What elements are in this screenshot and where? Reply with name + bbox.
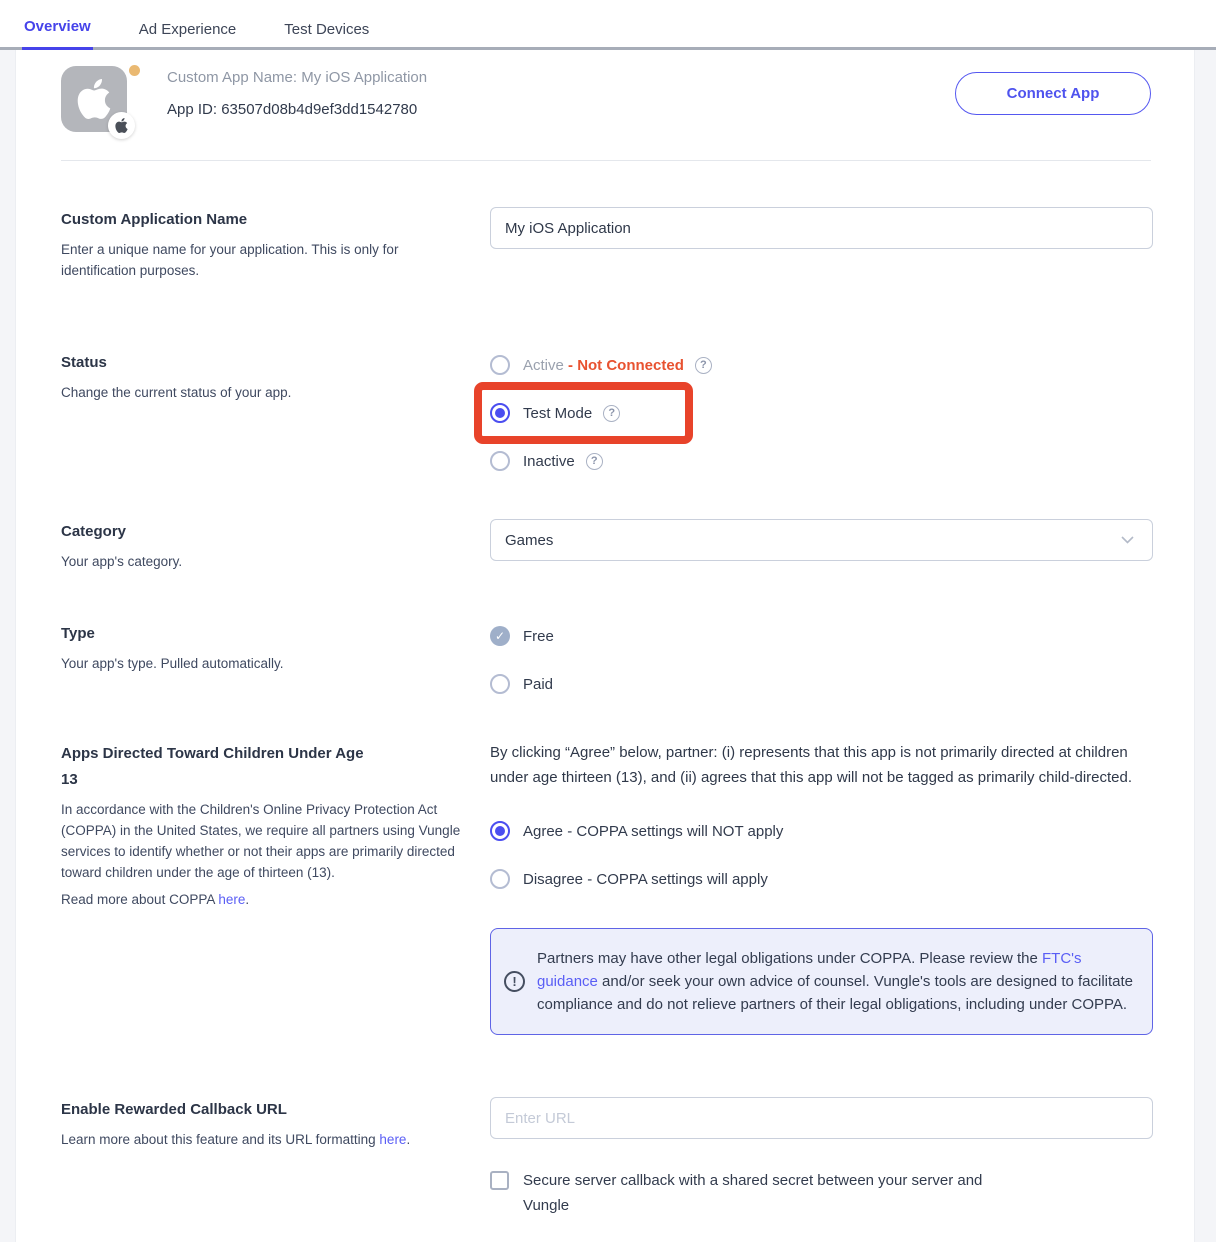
custom-name-title: Custom Application Name: [61, 211, 248, 228]
apple-badge-glyph: [114, 118, 129, 133]
coppa-read-more-prefix: Read more about COPPA: [61, 892, 219, 907]
apple-badge-icon: [108, 112, 135, 139]
agree-radio[interactable]: [490, 821, 510, 841]
coppa-option-agree: [490, 816, 1153, 846]
disagree-label: Disagree - COPPA settings will apply: [523, 870, 768, 888]
apple-logo-glyph: [74, 79, 114, 119]
coppa-options: [490, 816, 1153, 894]
category-selected-value: Games: [505, 531, 554, 549]
status-option-active: [490, 350, 1153, 380]
status-description: Change the current status of your app.: [61, 385, 292, 400]
active-radio[interactable]: [490, 355, 510, 375]
status-control-col: [490, 350, 1153, 476]
type-option-free: [490, 621, 1153, 651]
check-icon: ✓: [490, 626, 510, 646]
type-option-paid: [490, 669, 1153, 699]
coppa-title: Apps Directed Toward Children Under Age 13: [61, 745, 364, 788]
status-option-test-mode: [490, 398, 1153, 428]
question-mark-circle-icon[interactable]: ?: [603, 405, 620, 422]
agree-label: Agree - COPPA settings will NOT apply: [523, 822, 784, 840]
settings-form: [61, 161, 1151, 1218]
callback-url-input[interactable]: [490, 1097, 1153, 1139]
custom-name-control-col: [490, 207, 1153, 281]
test-mode-label: Test Mode: [523, 404, 593, 422]
custom-name-section: [61, 207, 1151, 281]
type-control-col: [490, 621, 1153, 699]
app-id-text: App ID: 63507d08b4d9ef3dd1542780: [167, 101, 418, 118]
notice-prefix: Partners may have other legal obligations under COPPA. Please review the: [537, 950, 1042, 967]
chevron-down-icon: [1121, 536, 1134, 544]
callback-description: [61, 1129, 436, 1150]
not-connected-text: - Not Connected: [563, 356, 684, 374]
callback-title: Enable Rewarded Callback URL: [61, 1101, 287, 1118]
coppa-read-more-suffix: .: [245, 892, 250, 907]
question-mark-circle-icon[interactable]: ?: [586, 453, 603, 470]
coppa-notice-text: [537, 947, 1134, 1016]
coppa-description: In accordance with the Children's Online Privacy Protection Act (COPPA) in the United States, we require all partners using Vungle services to identify whether or not their apps are primarily directed toward children under the age of thirteen (13).: [61, 802, 461, 880]
app-meta: [167, 66, 427, 118]
type-title: Type: [61, 625, 95, 642]
callback-description-suffix: .: [406, 1132, 411, 1147]
coppa-here-link[interactable]: here: [218, 892, 246, 907]
coppa-read-more: [61, 889, 461, 910]
tab-test-devices[interactable]: Test Devices: [284, 21, 370, 38]
coppa-label-col: [61, 741, 490, 1035]
custom-name-description: Enter a unique name for your application. This is only for identification purposes.: [61, 242, 399, 278]
type-section: [61, 621, 1151, 699]
secure-callback-label: Secure server callback with a shared secret between your server and Vungle: [523, 1172, 983, 1214]
status-section: [61, 350, 1151, 476]
secure-callback-checkbox[interactable]: [490, 1171, 509, 1190]
callback-control-col: [490, 1097, 1153, 1218]
status-title: Status: [61, 354, 107, 371]
category-label-col: [61, 519, 490, 572]
ftc-guidance-link[interactable]: FTC's guidance: [537, 950, 1082, 990]
status-dot-icon: [129, 65, 140, 76]
paid-radio[interactable]: [490, 674, 510, 694]
inactive-radio[interactable]: [490, 451, 510, 471]
app-header: [61, 66, 1151, 132]
active-label-text: Active: [523, 356, 564, 374]
callback-section: [61, 1097, 1151, 1218]
callback-label-col: [61, 1097, 490, 1218]
category-select[interactable]: [490, 519, 1153, 561]
custom-app-name-input[interactable]: [490, 207, 1153, 249]
inactive-label: Inactive: [523, 452, 575, 470]
category-title: Category: [61, 523, 127, 540]
tab-bar: [0, 0, 1216, 50]
status-label-col: [61, 350, 490, 476]
type-label-col: [61, 621, 490, 699]
tab-overview[interactable]: Overview: [22, 4, 93, 50]
type-description: Your app's type. Pulled automatically.: [61, 656, 284, 671]
question-mark-circle-icon[interactable]: ?: [695, 357, 712, 374]
secure-callback-row: [490, 1168, 1153, 1218]
tab-ad-experience[interactable]: Ad Experience: [138, 21, 237, 38]
custom-app-name-text: Custom App Name: My iOS Application: [167, 69, 428, 86]
category-description: Your app's category.: [61, 554, 183, 569]
paid-label: Paid: [523, 675, 554, 693]
free-label: Free: [523, 627, 554, 645]
coppa-control-col: [490, 741, 1153, 1035]
apple-icon: [61, 66, 127, 132]
active-label: [523, 357, 684, 374]
status-option-inactive: [490, 446, 1153, 476]
coppa-section: [61, 741, 1151, 1035]
custom-name-label-col: [61, 207, 490, 281]
callback-here-link[interactable]: here: [379, 1132, 407, 1147]
callback-description-prefix: Learn more about this feature and its URL formatting: [61, 1132, 380, 1147]
category-control-col: [490, 519, 1153, 572]
connect-app-button[interactable]: Connect App: [955, 72, 1151, 115]
app-settings-panel: [15, 50, 1195, 1242]
exclamation-circle-icon: !: [504, 971, 525, 992]
disagree-radio[interactable]: [490, 869, 510, 889]
category-section: [61, 519, 1151, 572]
test-mode-radio[interactable]: [490, 403, 510, 423]
coppa-notice-box: [490, 928, 1153, 1035]
coppa-option-disagree: [490, 864, 1153, 894]
notice-suffix: and/or seek your own advice of counsel. Vungle's tools are designed to facilitate compliance and do not relieve partners of their legal obligations, including under COPPA.: [537, 973, 1134, 1013]
coppa-agreement-text: By clicking “Agree” below, partner: (i) represents that this app is not primarily directed at children under age thirteen (13), and (ii) agrees that this app will not be tagged as primarily child-directed.: [490, 744, 1133, 786]
